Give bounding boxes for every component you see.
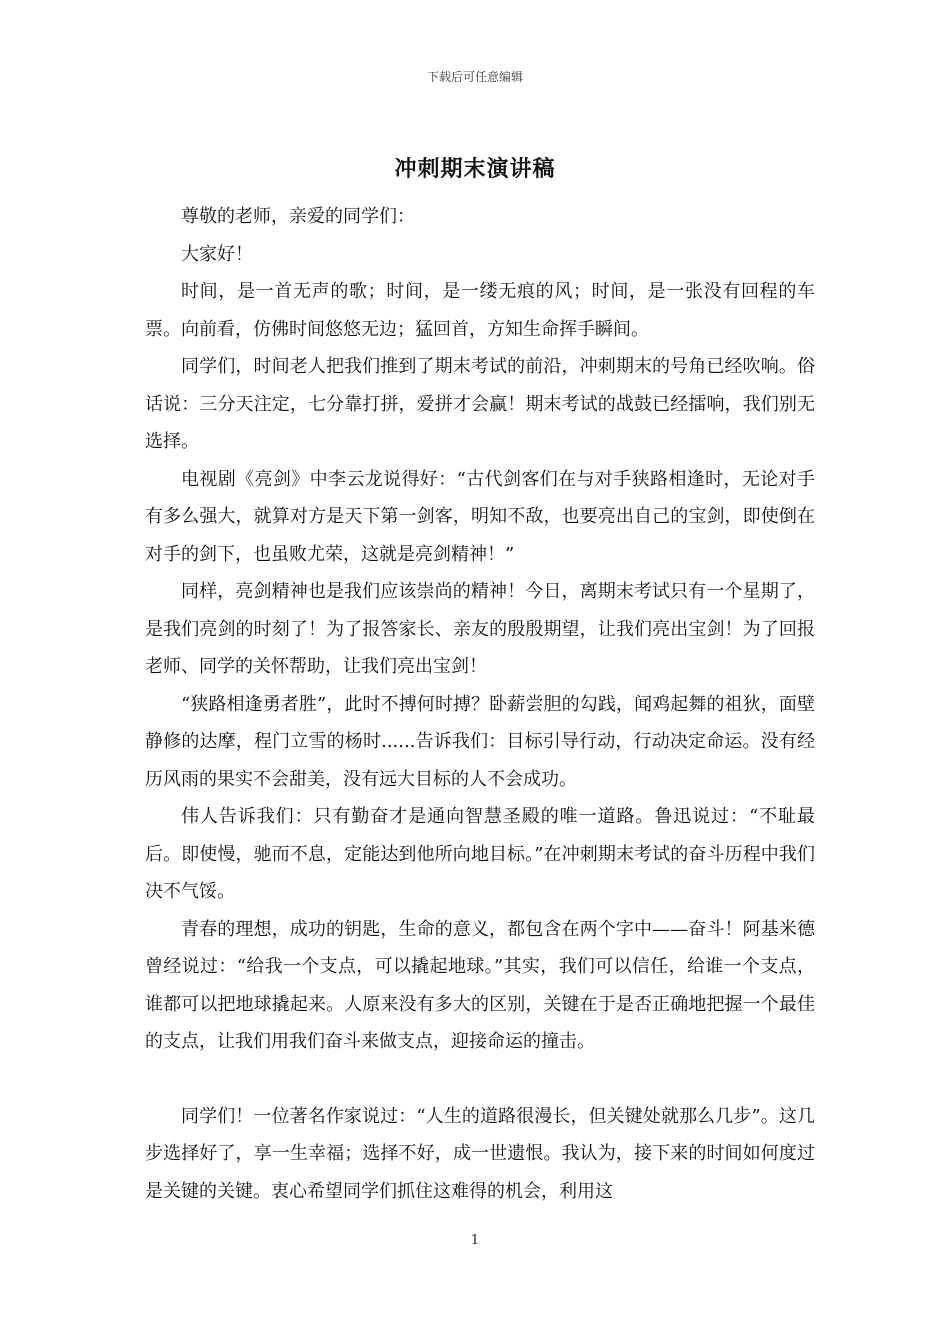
page-number: 1 (470, 1233, 480, 1248)
greeting-paragraph: 大家好！ (181, 243, 253, 265)
body-paragraph: 同样，亮剑精神也是我们应该崇尚的精神！今日，离期末考试只有一个星期了，是我们亮剑的时刻了！为了报答家长、亲友的殷殷期望，让我们亮出宝剑！为了回报老师、同学的关怀帮助，让我们亮出宝剑！ (145, 581, 815, 677)
body-paragraph: 同学们，时间老人把我们推到了期末考试的前沿，冲刺期末的号角已经吹响。俗话说：三分天注定，七分靠打拼，爱拼才会赢！期末考试的战鼓已经擂响，我们别无选择。 (145, 356, 815, 452)
document-body (145, 198, 815, 1210)
body-paragraph: 同学们！一位著名作家说过：“人生的道路很漫长，但关键处就那么几步”。这几步选择好了，享一生幸福；选择不好，成一世遗恨。我认为，接下来的时间如何度过是关键的关键。衷心希望同学们抓住这难得的机会，利用这 (145, 1105, 815, 1202)
salutation-paragraph: 尊敬的老师，亲爱的同学们： (181, 206, 415, 227)
body-paragraph: “狭路相逢勇者胜”，此时不搏何时搏？卧薪尝胆的勾践，闻鸡起舞的祖狄，面壁静修的达摩，程门立雪的杨时......告诉我们：目标引导行动，行动决定命运。没有经历风雨的果实不会甜美，没有远大目标的人不会成功。 (145, 693, 815, 790)
page-header: 下载后可任意编辑 (426, 70, 523, 84)
body-paragraph: 时间，是一首无声的歌；时间，是一缕无痕的风；时间，是一张没有回程的车票。向前看，仿佛时间悠悠无边；猛回首，方知生命挥手瞬间。 (145, 281, 815, 340)
document-title: 冲刺期末演讲稿 (394, 156, 556, 182)
body-paragraph: 电视剧《亮剑》中李云龙说得好：“古代剑客们在与对手狭路相逢时，无论对手有多么强大，就算对方是天下第一剑客，明知不敌，也要亮出自己的宝剑，即使倒在对手的剑下，也虽败尤荣，这就是亮剑精神！” (145, 468, 815, 565)
body-paragraph: 青春的理想，成功的钥匙，生命的意义，都包含在两个字中——奋斗！阿基米德曾经说过：“给我一个支点，可以撬起地球。”其实，我们可以信任，给谁一个支点，谁都可以把地球撬起来。人原来没有多大的区别，关键在于是否正确地把握一个最佳的支点，让我们用我们奋斗来做支点，迎接命运的撞击。 (145, 918, 815, 1052)
body-paragraph: 伟人告诉我们：只有勤奋才是通向智慧圣殿的唯一道路。鲁迅说过：“不耻最后。即使慢，驰而不息，定能达到他所向地目标。”在冲刺期末考试的奋斗历程中我们决不气馁。 (145, 806, 815, 902)
